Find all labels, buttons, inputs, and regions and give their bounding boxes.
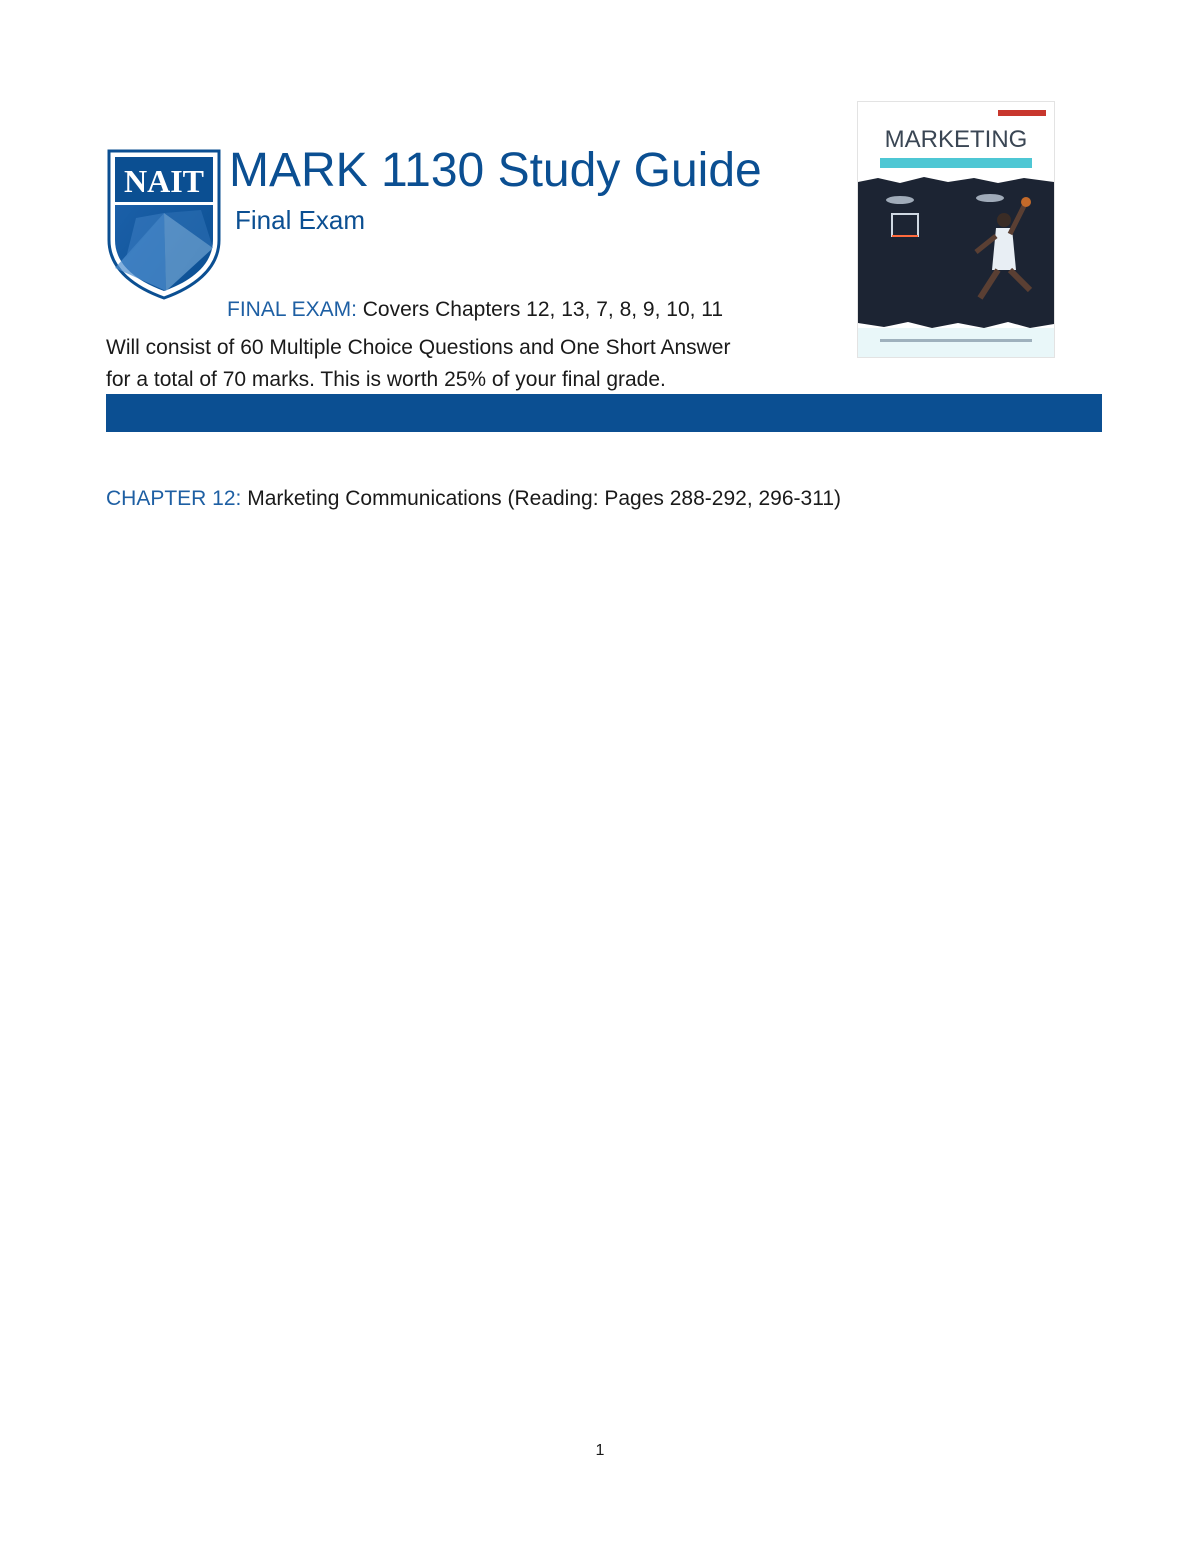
final-exam-line [227,298,723,322]
chapter-text: Marketing Communications (Reading: Pages 288-292, 296-311) [247,487,841,510]
header-divider-bar [106,394,1102,432]
nait-logo [106,148,222,300]
final-exam-label: FINAL EXAM: [227,298,357,321]
chapter-label: CHAPTER 12: [106,487,242,510]
exam-description [106,332,826,396]
book-cover [858,102,1054,357]
final-exam-chapters: Covers Chapters 12, 13, 7, 8, 9, 10, 11 [362,298,724,321]
exam-description-line-2: for a total of 70 marks. This is worth 25% of your final grade. [106,368,666,391]
page-subtitle: Final Exam [235,205,366,235]
exam-description-line-1: Will consist of 60 Multiple Choice Questions and One Short Answer [106,336,731,359]
nait-shield-icon [106,148,222,300]
page-title: MARK 1130 Study Guide [229,144,762,197]
chapter-12-heading [106,487,841,511]
book-cover-title: MARKETING [884,126,1028,153]
logo-text: NAIT [123,163,205,199]
page-number: 1 [595,1442,605,1459]
